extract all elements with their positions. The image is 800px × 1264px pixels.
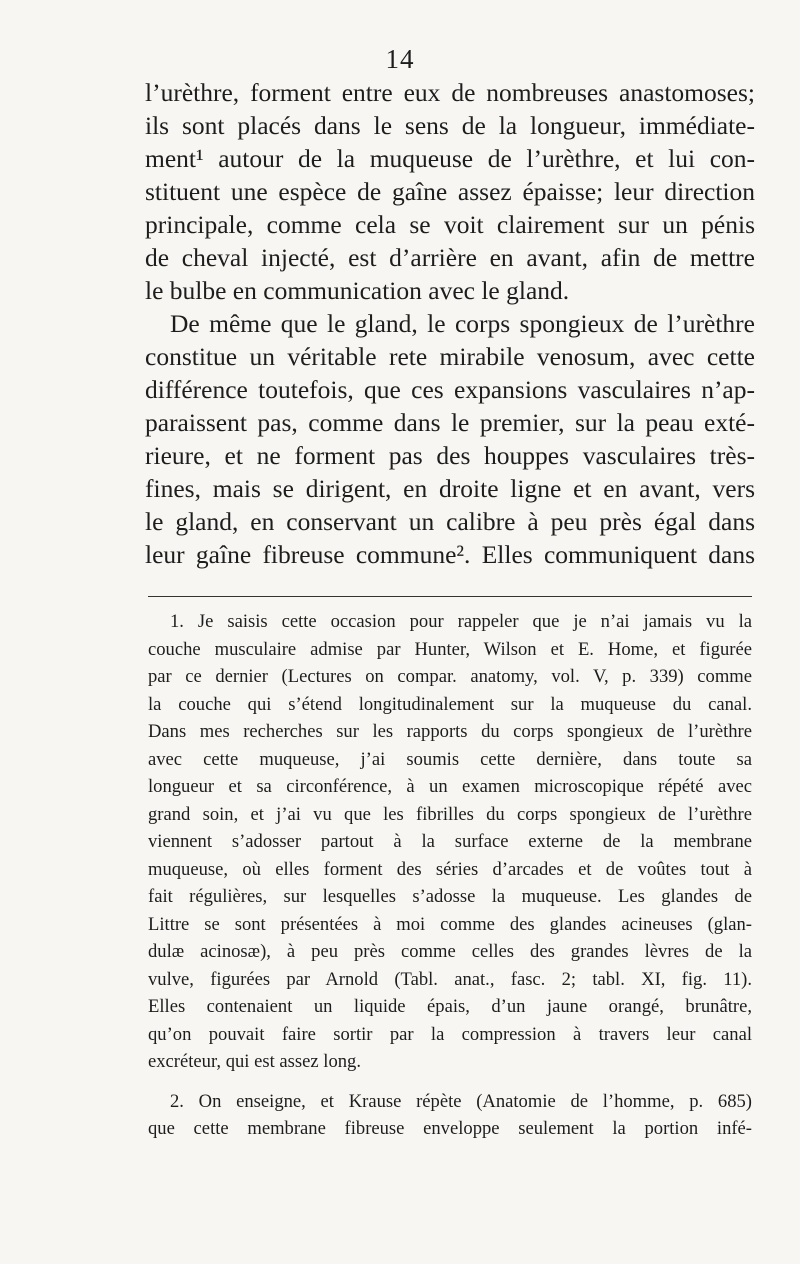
footnote-line: viennent s’adosser partout à la surface externe de la membrane: [148, 831, 752, 852]
body-line: constitue un véritable rete mirabile venosum, avec cette: [145, 342, 755, 371]
footnotes: [148, 608, 752, 1143]
footnote-line: longueur et sa circonférence, à un examen microscopique répété avec: [148, 776, 752, 797]
footnote-line: 2. On enseigne, et Krause répète (Anatomie de l’homme, p. 685): [170, 1090, 752, 1112]
body-line: stituent une espèce de gaîne assez épaisse; leur direction: [145, 177, 755, 206]
footnote-line: vulve, figurées par Arnold (Tabl. anat., fasc. 2; tabl. XI, fig. 11).: [148, 968, 752, 990]
footnote-line: Dans mes recherches sur les rapports du corps spongieux de l’urèthre: [148, 721, 752, 742]
footnote-divider: [148, 596, 752, 597]
footnote-line: avec cette muqueuse, j’ai soumis cette dernière, dans toute sa: [148, 748, 752, 770]
footnote-line: couche musculaire admise par Hunter, Wilson et E. Home, et figurée: [148, 638, 752, 660]
body-line: paraissent pas, comme dans le premier, sur la peau exté-: [145, 408, 755, 437]
body-line: différence toutefois, que ces expansions vasculaires n’ap-: [145, 375, 755, 404]
footnote-line: la couche qui s’étend longitudinalement sur la muqueuse du canal.: [148, 693, 752, 715]
main-text: [145, 76, 755, 571]
body-line: rieure, et ne forment pas des houppes vasculaires très-: [145, 441, 755, 470]
footnote-line: Elles contenaient un liquide épais, d’un jaune orangé, brunâtre,: [148, 996, 752, 1017]
body-line: l’urèthre, forment entre eux de nombreuses anastomoses;: [145, 78, 755, 107]
body-line: principale, comme cela se voit clairement sur un pénis: [145, 210, 755, 239]
footnote-line: grand soin, et j’ai vu que les fibrilles du corps spongieux de l’urèthre: [148, 803, 752, 825]
footnote-line: dulæ acinosæ), à peu près comme celles des grandes lèvres de la: [148, 941, 752, 962]
footnote-line: muqueuse, où elles forment des séries d’arcades et de voûtes tout à: [148, 858, 752, 880]
body-line: le bulbe en communication avec le gland.: [145, 276, 570, 305]
body-line: le gland, en conservant un calibre à peu près égal dans: [145, 507, 755, 536]
footnote-line: qu’on pouvait faire sortir par la compression à travers leur canal: [148, 1023, 752, 1045]
body-line: De même que le gland, le corps spongieux de l’urèthre: [170, 309, 755, 338]
footnote-line: excréteur, qui est assez long.: [148, 1051, 362, 1072]
page-number: 14: [385, 44, 415, 74]
body-line: leur gaîne fibreuse commune². Elles communiquent dans: [145, 540, 755, 569]
footnote-line: que cette membrane fibreuse enveloppe seulement la portion infé-: [148, 1118, 752, 1139]
body-line: ment¹ autour de la muqueuse de l’urèthre, et lui con-: [145, 144, 755, 173]
body-line: fines, mais se dirigent, en droite ligne et en avant, vers: [145, 474, 755, 503]
footnote-line: fait régulières, sur lesquelles s’adosse la muqueuse. Les glandes de: [148, 886, 752, 907]
footnote-line: 1. Je saisis cette occasion pour rappeler que je n’ai jamais vu la: [170, 611, 752, 632]
body-line: de cheval injecté, est d’arrière en avant, afin de mettre: [145, 243, 755, 272]
footnote-line: par ce dernier (Lectures on compar. anatomy, vol. V, p. 339) comme: [148, 666, 752, 687]
footnote-line: Littre se sont présentées à moi comme des glandes acineuses (glan-: [148, 913, 752, 935]
body-line: ils sont placés dans le sens de la longueur, immédiate-: [145, 111, 755, 140]
